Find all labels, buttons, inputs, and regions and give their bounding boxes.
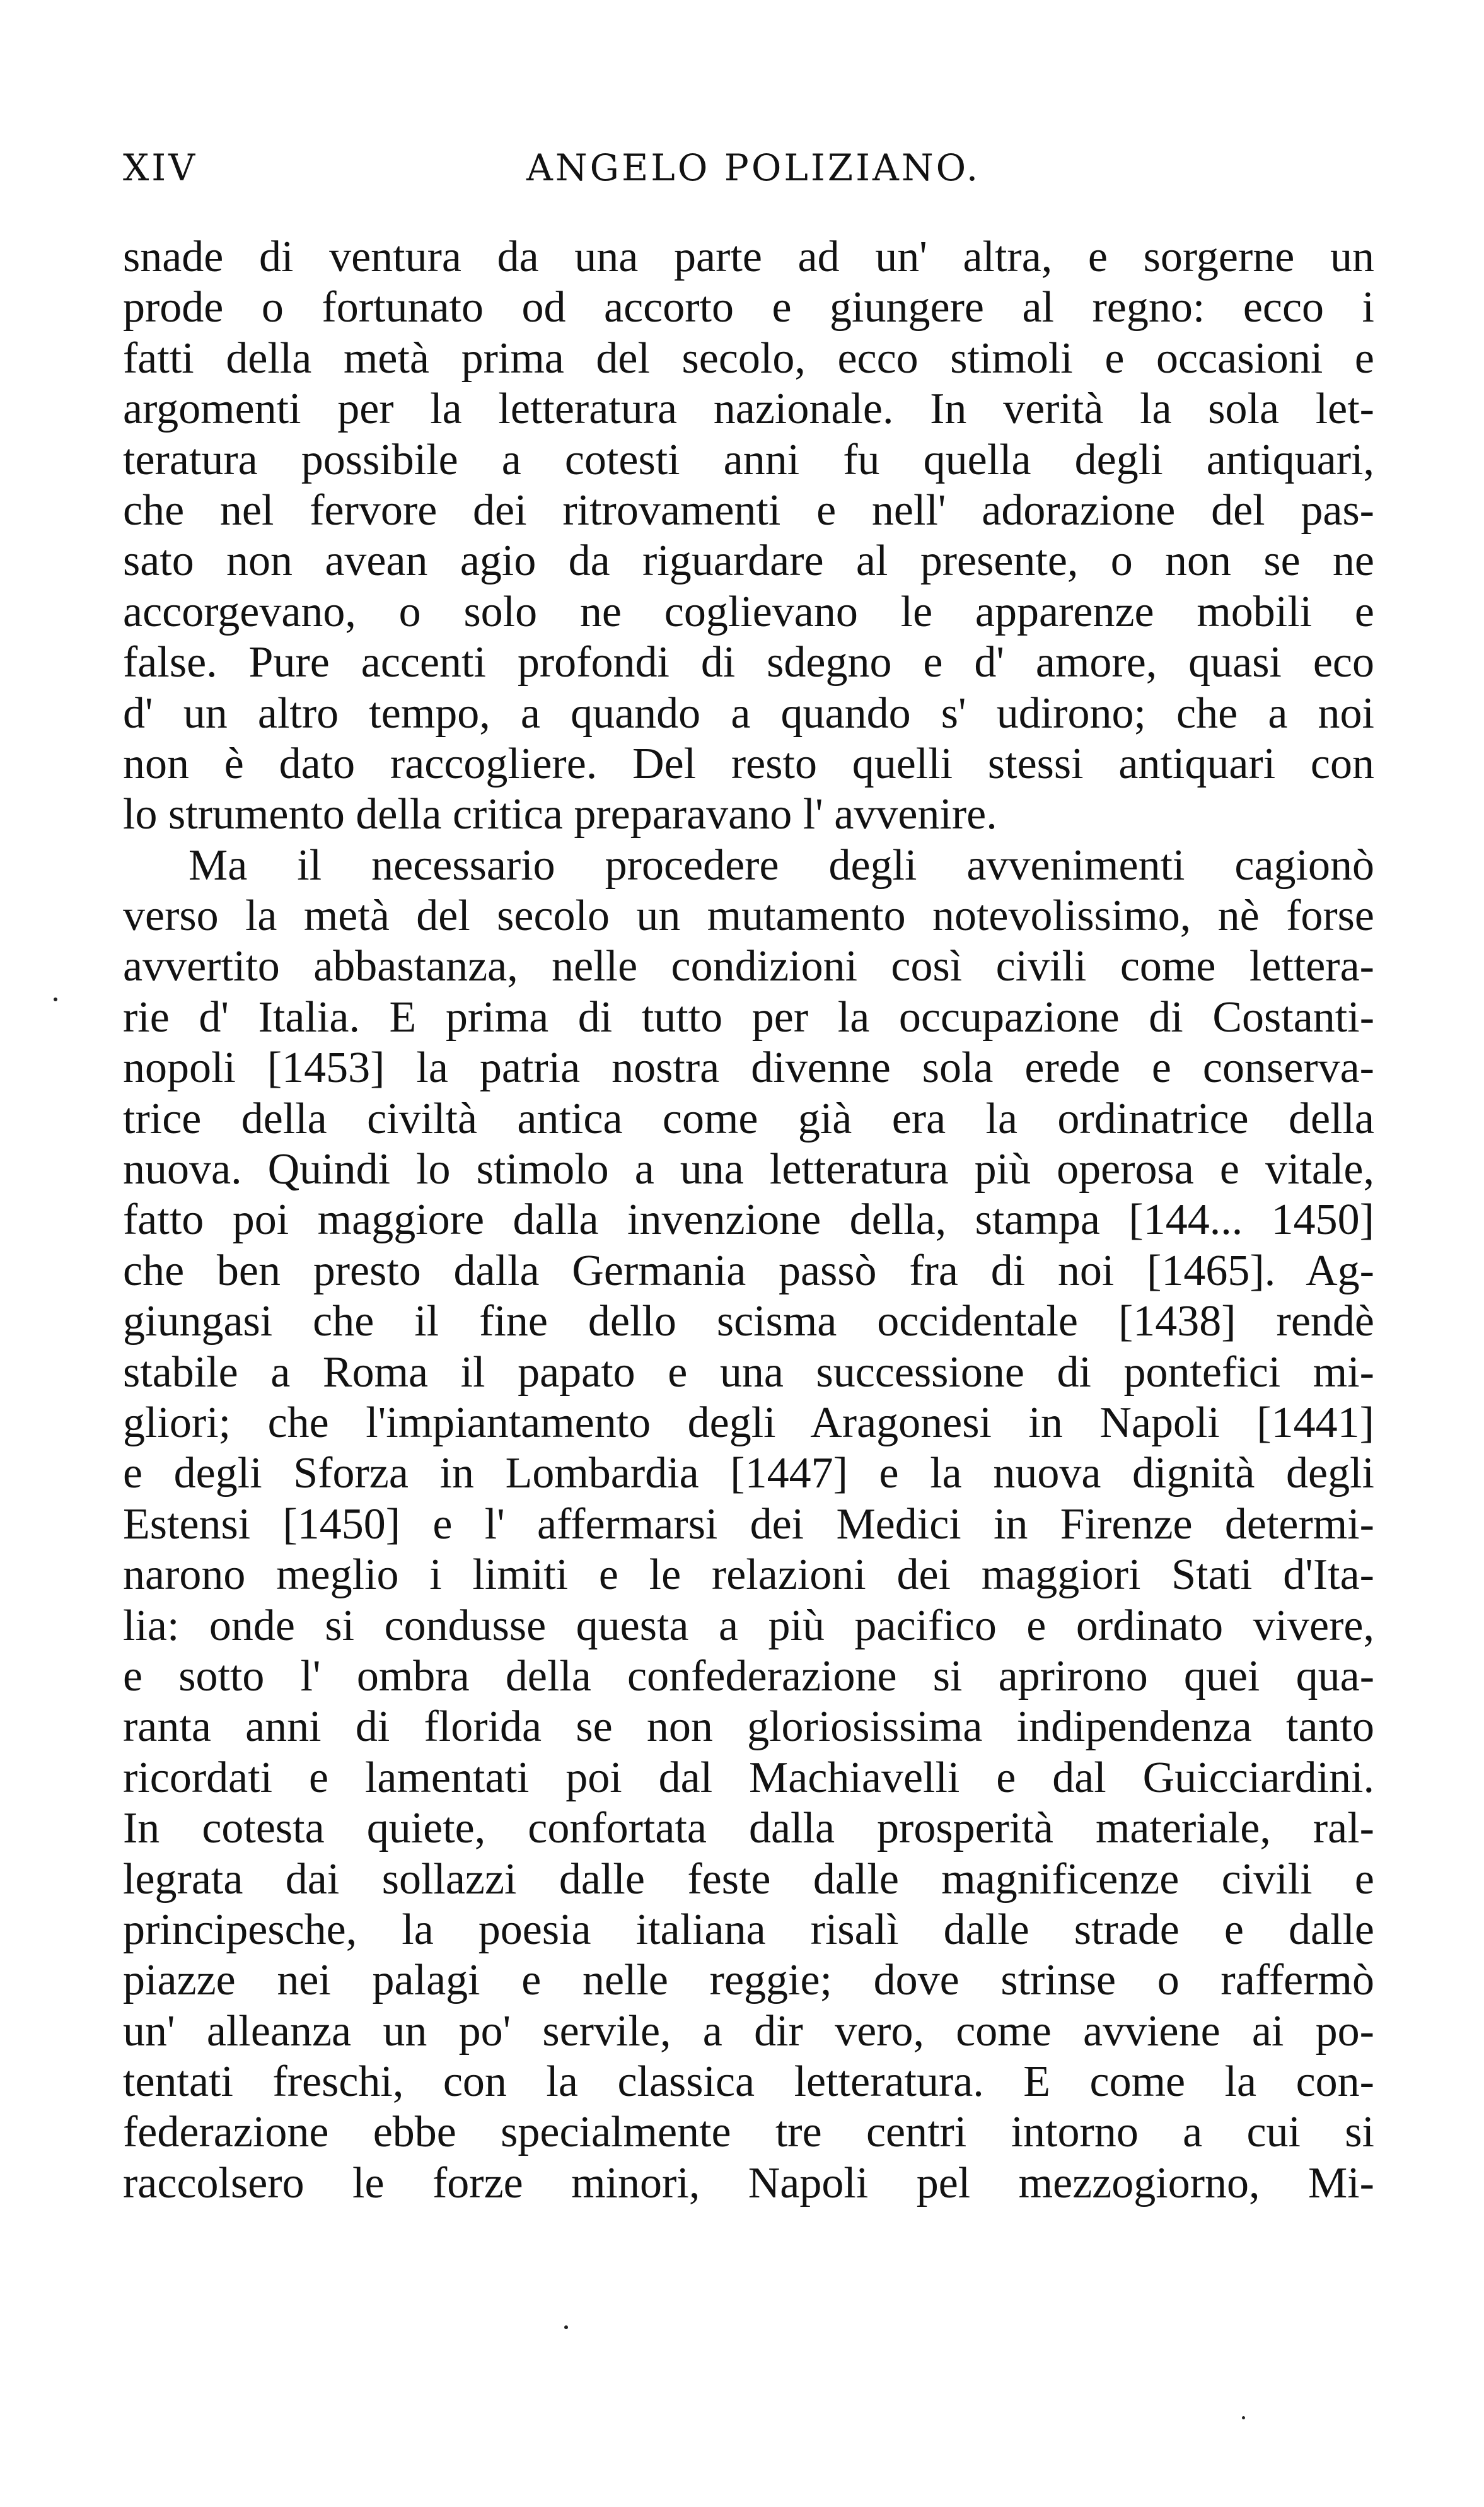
text-line: snade di ventura da una parte ad un' altra, e sorgerne un [123, 233, 1374, 281]
text-line: In cotesta quiete, confortata dalla prosperità materiale, ral- [123, 1804, 1374, 1853]
text-line: principesche, la poesia italiana risalì dalle strade e dalle [123, 1905, 1374, 1954]
text-line: teratura possibile a cotesti anni fu quella degli antiquari, [123, 435, 1374, 484]
text-line: raccolsero le forze minori, Napoli pel mezzogiorno, Mi- [123, 2158, 1374, 2207]
body-text [123, 232, 1374, 2209]
text-line: false. Pure accenti profondi di sdegno e d' amore, quasi eco [123, 638, 1374, 687]
text-line: verso la metà del secolo un mutamento notevolissimo, nè forse [123, 892, 1374, 941]
text-line: accorgevano, o solo ne coglievano le apparenze mobili e [123, 587, 1374, 636]
text-line: trice della civiltà antica come già era la ordinatrice della [123, 1094, 1374, 1143]
text-line: non è dato raccogliere. Del resto quelli stessi antiquari con [123, 739, 1374, 788]
text-line: giungasi che il fine dello scisma occidentale [1438] rendè [123, 1297, 1374, 1346]
text-line: piazze nei palagi e nelle reggie; dove strinse o raffermò [123, 1956, 1374, 2005]
text-line: e degli Sforza in Lombardia [1447] e la nuova dignità degli [123, 1449, 1374, 1498]
text-line: stabile a Roma il papato e una successione di pontefici mi- [123, 1347, 1374, 1397]
text-line: narono meglio i limiti e le relazioni dei maggiori Stati d'Ita- [123, 1550, 1374, 1600]
text-line: lia: onde si condusse questa a più pacifico e ordinato vivere, [123, 1601, 1374, 1650]
text-line: lo strumento della critica preparavano l' avvenire. [123, 790, 997, 839]
scan-speck [564, 2325, 568, 2329]
text-line: Estensi [1450] e l' affermarsi dei Medici in Firenze determi- [123, 1499, 1374, 1549]
text-line: avvertito abbastanza, nelle condizioni così civili come lettera- [123, 942, 1374, 991]
text-line: ranta anni di florida se non gloriosissima indipendenza tanto [123, 1702, 1374, 1752]
page-number: XIV [123, 146, 198, 189]
text-line: fatti della metà prima del secolo, ecco stimoli e occasioni e [123, 334, 1374, 383]
text-line: rie d' Italia. E prima di tutto per la occupazione di Costanti- [123, 992, 1374, 1042]
text-line: d' un altro tempo, a quando a quando s' udirono; che a noi [123, 689, 1374, 738]
text-line: un' alleanza un po' servile, a dir vero, come avviene ai po- [123, 2006, 1374, 2056]
text-line: argomenti per la letteratura nazionale. In verità la sola let- [123, 385, 1374, 434]
text-line: nuova. Quindi lo stimolo a una letteratura più operosa e vitale, [123, 1145, 1374, 1194]
text-line: ricordati e lamentati poi dal Machiavelli e dal Guicciardini. [123, 1753, 1374, 1802]
text-line: che nel fervore dei ritrovamenti e nell' adorazione del pas- [123, 486, 1374, 535]
scan-speck [54, 998, 57, 1001]
running-head [123, 146, 1368, 203]
text-line: sato non avean agio da riguardare al presente, o non se ne [123, 537, 1374, 586]
text-line: tentati freschi, con la classica letteratura. E come la con- [123, 2057, 1374, 2107]
text-line: legrata dai sollazzi dalle feste dalle magnificenze civili e [123, 1854, 1374, 1904]
text-line: e sotto l' ombra della confederazione si aprirono quei qua- [123, 1651, 1374, 1701]
scan-speck [1242, 2416, 1245, 2419]
text-line: gliori; che l'impiantamento degli Aragonesi in Napoli [1441] [123, 1398, 1374, 1447]
text-line: federazione ebbe specialmente tre centri intorno a cui si [123, 2108, 1374, 2157]
text-line: prode o fortunato od accorto e giungere al regno: ecco i [123, 283, 1374, 332]
text-line: nopoli [1453] la patria nostra divenne sola erede e conserva- [123, 1044, 1374, 1093]
text-line: che ben presto dalla Germania passò fra di noi [1465]. Ag- [123, 1246, 1374, 1295]
text-line: Ma il necessario procedere degli avvenimenti cagionò [188, 841, 1374, 890]
text-line: fatto poi maggiore dalla invenzione della, stampa [144... 1450] [123, 1195, 1374, 1245]
running-head-title: ANGELO POLIZIANO. [526, 146, 981, 189]
